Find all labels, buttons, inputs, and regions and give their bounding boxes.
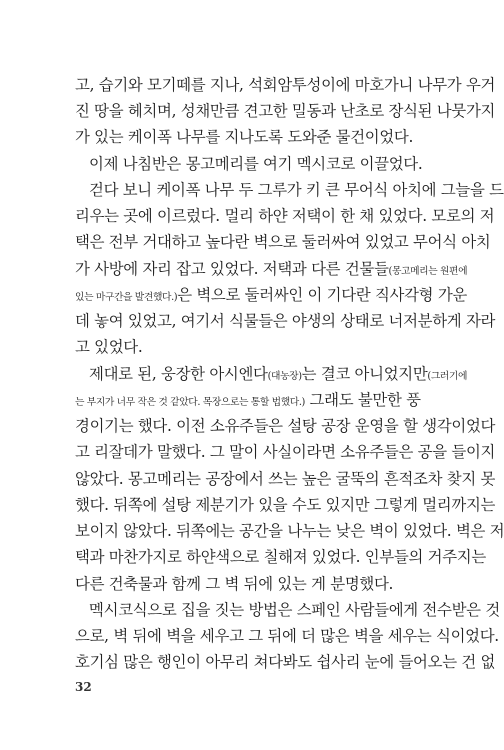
text-line: 고 있었다. xyxy=(75,338,143,356)
text-line: 고 리잘데가 말했다. 그 말이 사실이라면 소유주들은 공을 들이지 xyxy=(75,443,496,461)
text-line xyxy=(75,282,467,308)
text-line xyxy=(75,361,468,387)
text-line: 않았다. 몽고메리는 공장에서 쓰는 높은 굴뚝의 흔적조차 찾지 못 xyxy=(75,470,496,488)
text-span: 가 사방에 자리 잡고 있었다. 저택과 다른 건물들 xyxy=(75,260,389,278)
text-line: 다른 건축물과 함께 그 벽 뒤에 있는 게 분명했다. xyxy=(75,575,394,593)
text-line: 택과 마찬가지로 하얀색으로 칠해져 있었다. 인부들의 거주지는 xyxy=(75,548,486,566)
text-line: 가 있는 케이폭 나무를 지나도록 도와준 물건이었다. xyxy=(75,128,414,146)
text-line: 보이지 않았다. 뒤쪽에는 공간을 나누는 낮은 벽이 있었다. 벽은 저 xyxy=(75,522,504,540)
text-line: 리우는 곳에 이르렀다. 멀리 하얀 저택이 한 채 있었다. 모로의 저 xyxy=(75,207,495,225)
small-note: (그러기에 xyxy=(427,371,468,382)
text-line: 진 땅을 헤치며, 성채만큼 견고한 밀동과 난초로 장식된 나뭇가지 xyxy=(75,102,496,120)
text-line: 데 놓여 있었고, 여기서 식물들은 야생의 상태로 너저분하게 자라 xyxy=(75,312,496,330)
text-line xyxy=(75,256,468,282)
text-line: 으로, 벽 뒤에 벽을 세우고 그 뒤에 더 많은 벽을 세우는 식이었다. xyxy=(75,627,499,645)
text-line: 고, 습기와 모기떼를 지나, 석회암투성이에 마호가니 나무가 우거 xyxy=(75,76,496,94)
text-line: 경이기는 했다. 이전 소유주들은 설탕 공장 운영을 할 생각이었다 xyxy=(75,417,496,435)
small-note: (몽고메리는 원편에 xyxy=(388,266,468,277)
text-line: 이제 나침반은 몽고메리를 여기 멕시코로 이끌었다. xyxy=(89,155,423,173)
small-note: 는 부지가 너무 작은 것 같았다. 목장으로는 통할 법했다.) xyxy=(75,397,305,408)
text-span: 제대로 된, 웅장한 아시엔다 xyxy=(89,365,268,383)
text-line: 걷다 보니 케이폭 나무 두 그루가 키 큰 무어식 아치에 그늘을 드 xyxy=(89,181,504,199)
text-line: 택은 전부 거대하고 높다란 벽으로 둘러싸여 있었고 무어식 아치 xyxy=(75,233,491,251)
text-line: 호기심 많은 행인이 아무리 쳐다봐도 쉽사리 눈에 들어오는 건 없 xyxy=(75,653,496,671)
text-line xyxy=(75,387,425,413)
text-span: 그래도 불만한 풍 xyxy=(304,391,421,409)
page-number: 32 xyxy=(75,680,92,694)
text-span: 는 결코 아니었지만 xyxy=(301,365,428,383)
text-line: 했다. 뒤쪽에 설탕 제분기가 있을 수도 있지만 그렇게 멀리까지는 xyxy=(75,496,496,514)
small-note: 있는 마구간을 발견했다.) xyxy=(75,292,178,303)
text-line: 멕시코식으로 집을 짓는 방법은 스페인 사람들에게 전수받은 것 xyxy=(89,601,500,619)
text-span: 은 벽으로 둘러싸인 이 기다란 직사각형 가운 xyxy=(177,286,467,304)
small-note: (대농장) xyxy=(267,371,302,382)
